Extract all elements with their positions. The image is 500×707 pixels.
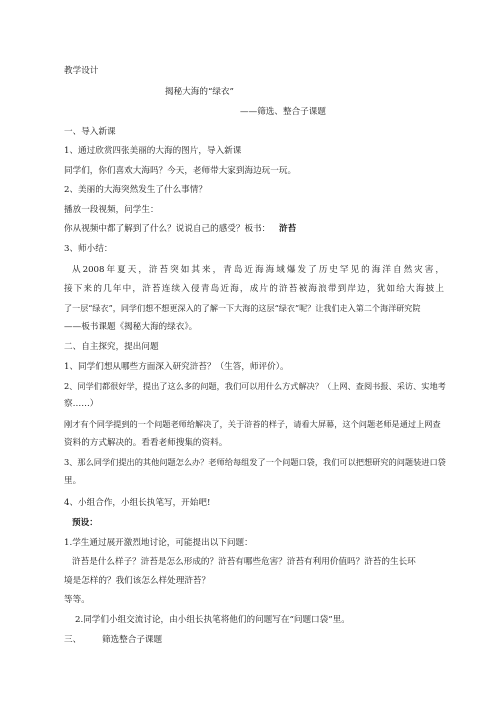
- paragraph-line: 了一层“绿衣”，同学们想不想更深入的了解一下大海的这层“绿衣”呢？让我们走入第二个海洋研究院: [64, 303, 421, 313]
- paragraph: 3、师小结：: [64, 244, 113, 254]
- paragraph-line: 接下来的几年中，浒苔连续入侵青岛近海，成片的浒苔被海浪带到岸边，犹如给大海披上: [64, 284, 444, 294]
- paragraph-line: 浒苔是什么样子？浒苔是怎么形成的？浒苔有哪些危害？浒苔有利用价值吗？浒苔的生长环: [72, 557, 416, 567]
- paragraph: 1、同学们想从哪些方面深入研究浒苔？（生答，师评价）。: [64, 362, 289, 372]
- paragraph-line: 资料的方式解决的。看看老师搜集的资料。: [64, 438, 228, 448]
- paragraph: 播放一段视频，问学生：: [64, 205, 159, 215]
- paragraph: 同学们，你们喜欢大海吗？今天，老师带大家到海边玩一玩。: [64, 166, 297, 176]
- doc-header: 教学设计: [64, 66, 99, 76]
- section-title: 筛选整合子课题: [101, 635, 163, 645]
- paragraph-line: 境是怎样的？我们该怎么样处理浒苔？: [64, 576, 211, 586]
- paragraph: 2.同学们小组交流讨论，由小组长执笔将他们的问题写在“问题口袋”里。: [75, 615, 350, 625]
- paragraph-line: 2、同学们都很好学，提出了这么多的问题，我们可以用什么方式解决？（上网、查阅书报、采访、实地考: [64, 381, 446, 391]
- paragraph-line: 察……）: [64, 399, 99, 409]
- paragraph: 1、通过欣赏四张美丽的大海的图片，导入新课: [64, 146, 242, 156]
- paragraph: 2、美丽的大海突然发生了什么事情？: [64, 185, 207, 195]
- paragraph-line: 刚才有个同学提到的一个问题老师给解决了，关于浒苔的样子，请看大屏幕，这个问题老师是通过上网查: [64, 419, 441, 429]
- section-number: 三、: [64, 635, 82, 645]
- preset-label: 预设：: [72, 518, 98, 528]
- paragraph: 1.学生通过展开激烈地讨论，可能提出以下问题：: [64, 538, 253, 548]
- paragraph-line: 里。: [64, 476, 82, 486]
- paragraph: [64, 223, 296, 235]
- paragraph-line: 3、那么同学们提出的其他问题怎么办？老师给每组发了一个问题口袋，我们可以把想研究的问题装进口袋: [64, 457, 446, 467]
- paragraph-line: ——板书课题《揭秘大海的绿衣》。: [64, 322, 198, 332]
- section-3-heading: [64, 634, 162, 646]
- paragraph: 等等。: [64, 595, 90, 605]
- doc-title: 揭秘大海的“绿衣”: [165, 87, 234, 97]
- paragraph: 4、小组合作，小组长执笔写，开始吧!: [64, 498, 211, 508]
- section-1-heading: 一、导入新课: [64, 127, 116, 137]
- paragraph-line: 从2008年夏天，浒苔突如其来，青岛近海海域爆发了历史罕见的海洋自然灾害，: [72, 265, 444, 275]
- doc-subtitle: ——筛选、整合子课题: [240, 107, 326, 117]
- paragraph-text: 你从视频中都了解到了什么？说说自己的感受？板书：: [64, 224, 271, 234]
- board-keyword: 浒苔: [279, 224, 297, 234]
- section-2-heading: 二、自主探究，提出问题: [64, 342, 159, 352]
